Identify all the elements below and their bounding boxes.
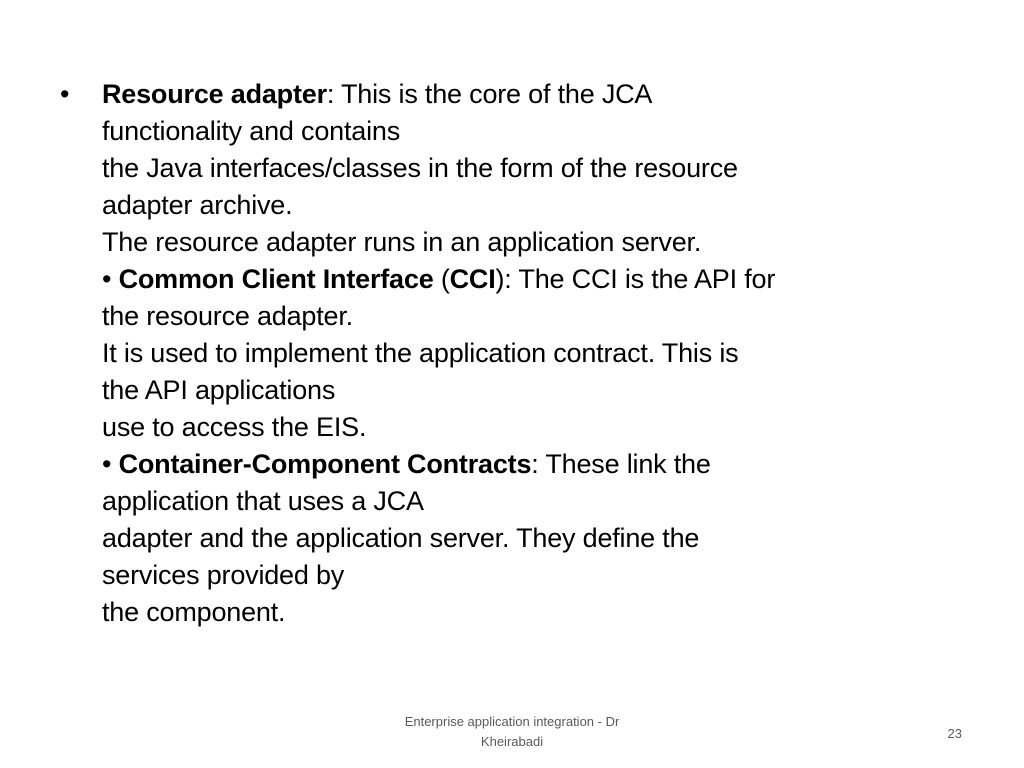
- slide-footer: Enterprise application integration - Dr Kheirabadi: [404, 714, 620, 749]
- text-line: functionality and contains: [102, 116, 400, 146]
- term-container-component-contracts: Container-Component Contracts: [118, 449, 532, 479]
- bullet-marker: •: [60, 79, 70, 109]
- text-line: Resource adapter: This is the core of the JCA: [102, 79, 653, 109]
- text-line: adapter and the application server. They define the: [102, 523, 700, 553]
- text-line: use to access the EIS.: [102, 412, 367, 442]
- text-line: • Container-Component Contracts: These link the: [102, 449, 711, 479]
- term-cci: CCI: [449, 264, 496, 294]
- bullet-item-resource-adapter: [0, 76, 1024, 631]
- text-line: services provided by: [102, 560, 345, 590]
- text-line: • Common Client Interface (CCI): The CCI is the API for: [102, 264, 776, 294]
- slide-number: 23: [947, 726, 962, 741]
- slide-content: [0, 76, 1024, 631]
- text-line: the component.: [102, 597, 286, 627]
- term-common-client-interface: Common Client Interface: [118, 264, 434, 294]
- text-line: adapter archive.: [102, 190, 293, 220]
- text-line: the resource adapter.: [102, 301, 353, 331]
- text-line: The resource adapter runs in an application server.: [102, 227, 702, 257]
- text-line: the Java interfaces/classes in the form of the resource: [102, 153, 738, 183]
- text-line: application that uses a JCA: [102, 486, 424, 516]
- text-line: the API applications: [102, 375, 336, 405]
- text-line: It is used to implement the application contract. This is: [102, 338, 739, 368]
- term-resource-adapter: Resource adapter: [102, 79, 327, 109]
